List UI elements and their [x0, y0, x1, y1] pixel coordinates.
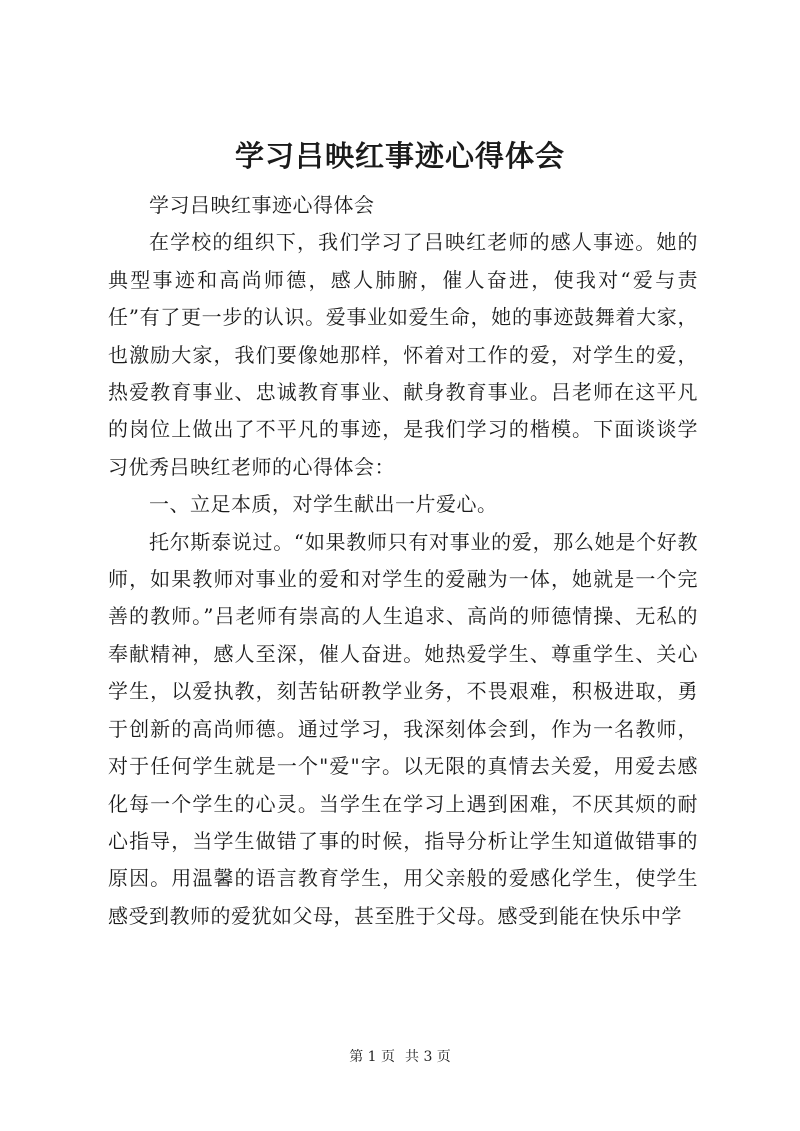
paragraph-section-heading: 一、立足本质，对学生献出一片爱心。: [149, 492, 498, 517]
paragraph-intro: 在学校的组织下，我们学习了吕映红老师的感人事迹。她的典型事迹和高尚师德，感人肺腑，催人奋进，使我对“爱与责任”有了更一步的认识。爱事业如爱生命，她的事迹鼓舞着大家，也激励大家，我们要像她那样，怀着对工作的爱，对学生的爱，热爱教育事业、忠诚教育事业、献身教育事业。吕老师在这平凡的岗位上做出了不平凡的事迹，是我们学习的楷模。下面谈谈学习优秀吕映红老师的心得体会：: [108, 230, 698, 479]
document-title: 学习吕映红事迹心得体会: [234, 139, 565, 173]
page-total: 共 3 页: [405, 1049, 451, 1065]
document-body: [108, 187, 698, 935]
page-footer: [0, 1047, 800, 1067]
paragraph-subtitle: 学习吕映红事迹心得体会: [149, 193, 375, 217]
paragraph-tolstoy-quote: 托尔斯泰说过。“如果教师只有对事业的爱，那么她是个好教师，如果教师对事业的爱和对学生的爱融为一体，她就是一个完善的教师。”吕老师有崇高的人生追求、高尚的师德情操、无私的奉献精神，感人至深，催人奋进。她热爱学生、尊重学生、关心学生，以爱执教，刻苦钻研教学业务，不畏艰难，积极进取，勇于创新的高尚师德。通过学习，我深刻体会到，作为一名教师，对于任何学生就是一个"爱"字。以无限的真情去关爱，用爱去感化每一个学生的心灵。当学生在学习上遇到困难，不厌其烦的耐心指导，当学生做错了事的时候，指导分析让学生知道做错事的原因。用温馨的语言教育学生，用父亲般的爱感化学生，使学生感受到教师的爱犹如父母，甚至胜于父母。感受到能在快乐中学: [108, 529, 698, 928]
page-number: 第 1 页: [349, 1049, 395, 1065]
